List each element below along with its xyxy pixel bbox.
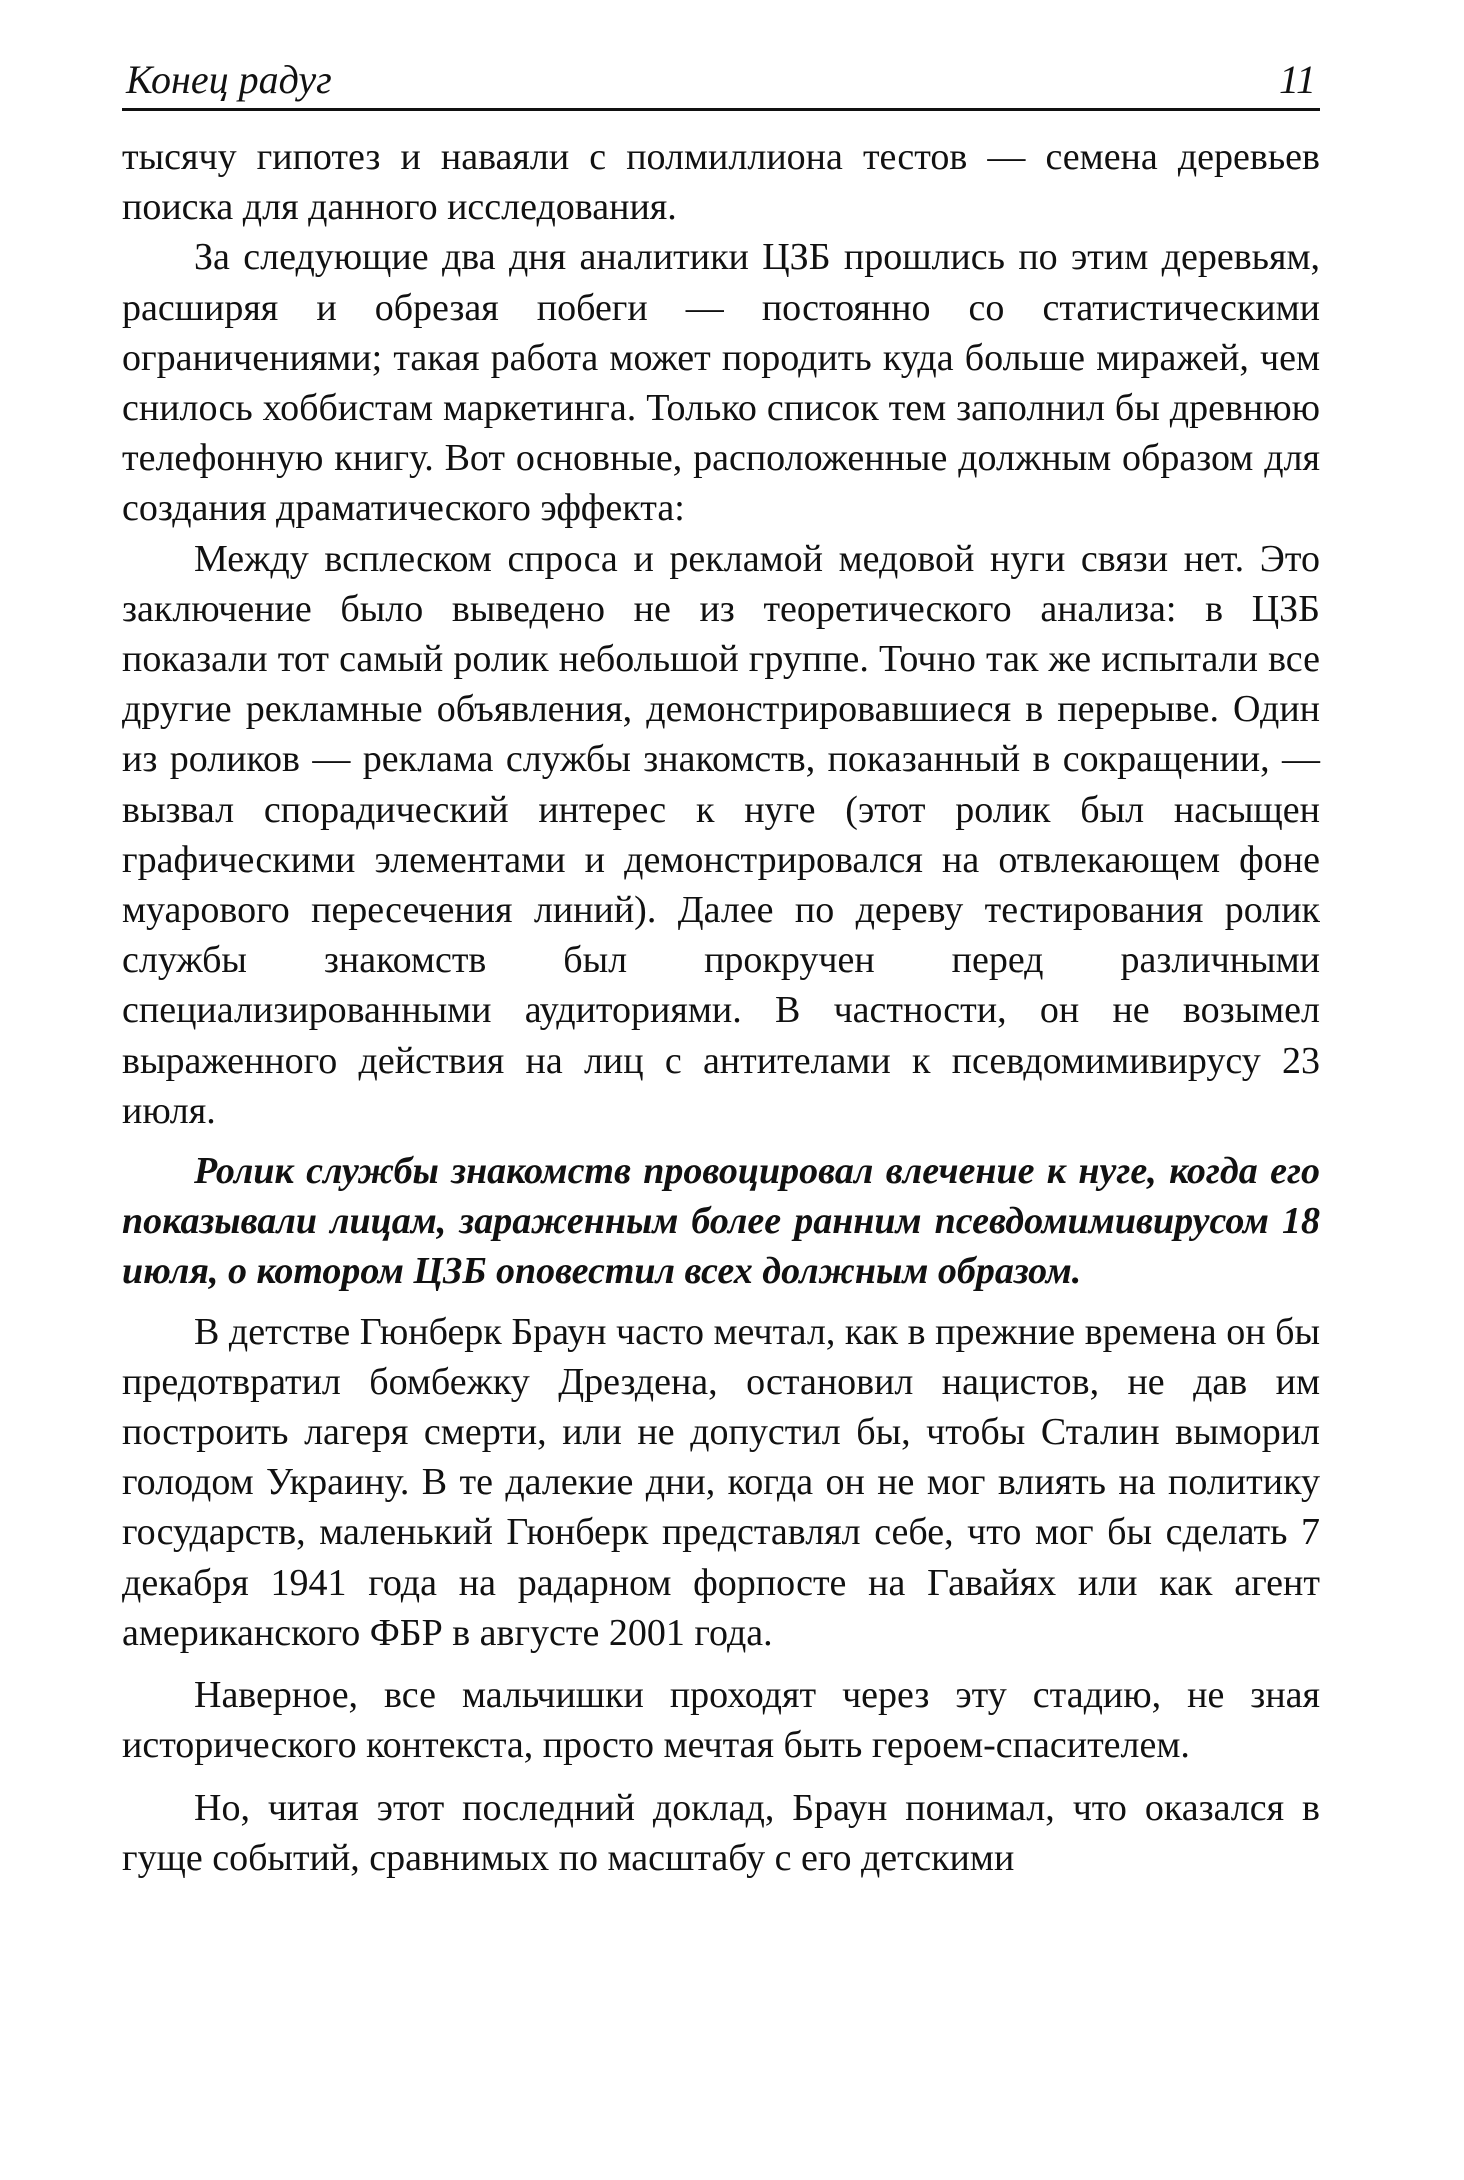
paragraph: В детстве Гюнберк Браун часто мечтал, как в прежние времена он бы предотвратил бомбежку Дрездена, остановил нацистов, не дав им построить лагеря смерти, или не допустил бы, чтобы Сталин выморил голодом Украину. В те далекие дни, когда он не мог влиять на политику государств, маленький Гюнберк представлял себе, что мог бы сделать 7 декабря 1941 года на радарном форпосте на Гавайях или как агент американского ФБР в августе 2001 года. bbox=[122, 1310, 1320, 1654]
paragraph: Между всплеском спроса и рекламой медовой нуги связи нет. Это заключение было выведено не из теоретического анализа: в ЦЗБ показали тот самый ролик небольшой группе. Точно так же испытали все другие рекламные объявления, демонстрировавшиеся в перерыве. Один из роликов — реклама службы знакомств, показанный в сокращении, — вызвал спорадический интерес к нуге (этот ролик был насыщен графическими элементами и демонстрировался на отвлекающем фоне муарового пересечения линий). Далее по дереву тестирования ролик службы знакомств был прокручен перед различными специализированными аудиториями. В частности, он не возымел выраженного действия на лиц с антителами к псевдомимивирусу 23 июля. bbox=[122, 537, 1320, 1132]
paragraph: Наверное, все мальчишки проходят через эту стадию, не зная исторического контекста, просто мечтая быть героем-спасителем. bbox=[122, 1674, 1320, 1767]
paragraph: Но, читая этот последний доклад, Браун понимал, что оказался в гуще событий, сравнимых по масштабу с его детскими bbox=[122, 1786, 1320, 1879]
page-number: 11 bbox=[1278, 57, 1316, 102]
running-head bbox=[122, 52, 1320, 111]
paragraph: За следующие два дня аналитики ЦЗБ прошлись по этим деревьям, расширяя и обрезая побеги — постоянно со статистическими ограничениями; такая работа может породить куда больше миражей, чем снилось хоббистам маркетинга. Только список тем заполнил бы древнюю телефонную книгу. Вот основные, расположенные должным образом для создания драматического эффекта: bbox=[122, 236, 1320, 530]
body-text bbox=[122, 132, 1320, 1883]
running-title: Конец радуг bbox=[126, 57, 332, 102]
paragraph-continuation: тысячу гипотез и наваяли с полмиллиона тестов — семена деревьев поиска для данного исследования. bbox=[122, 136, 1320, 229]
italic-conclusion: Ролик службы знакомств провоцировал влечение к нуге, когда его показывали лицам, зараженным более ранним псевдомимивирусом 18 июля, о котором ЦЗБ оповестил всех должным образом. bbox=[122, 1150, 1320, 1293]
